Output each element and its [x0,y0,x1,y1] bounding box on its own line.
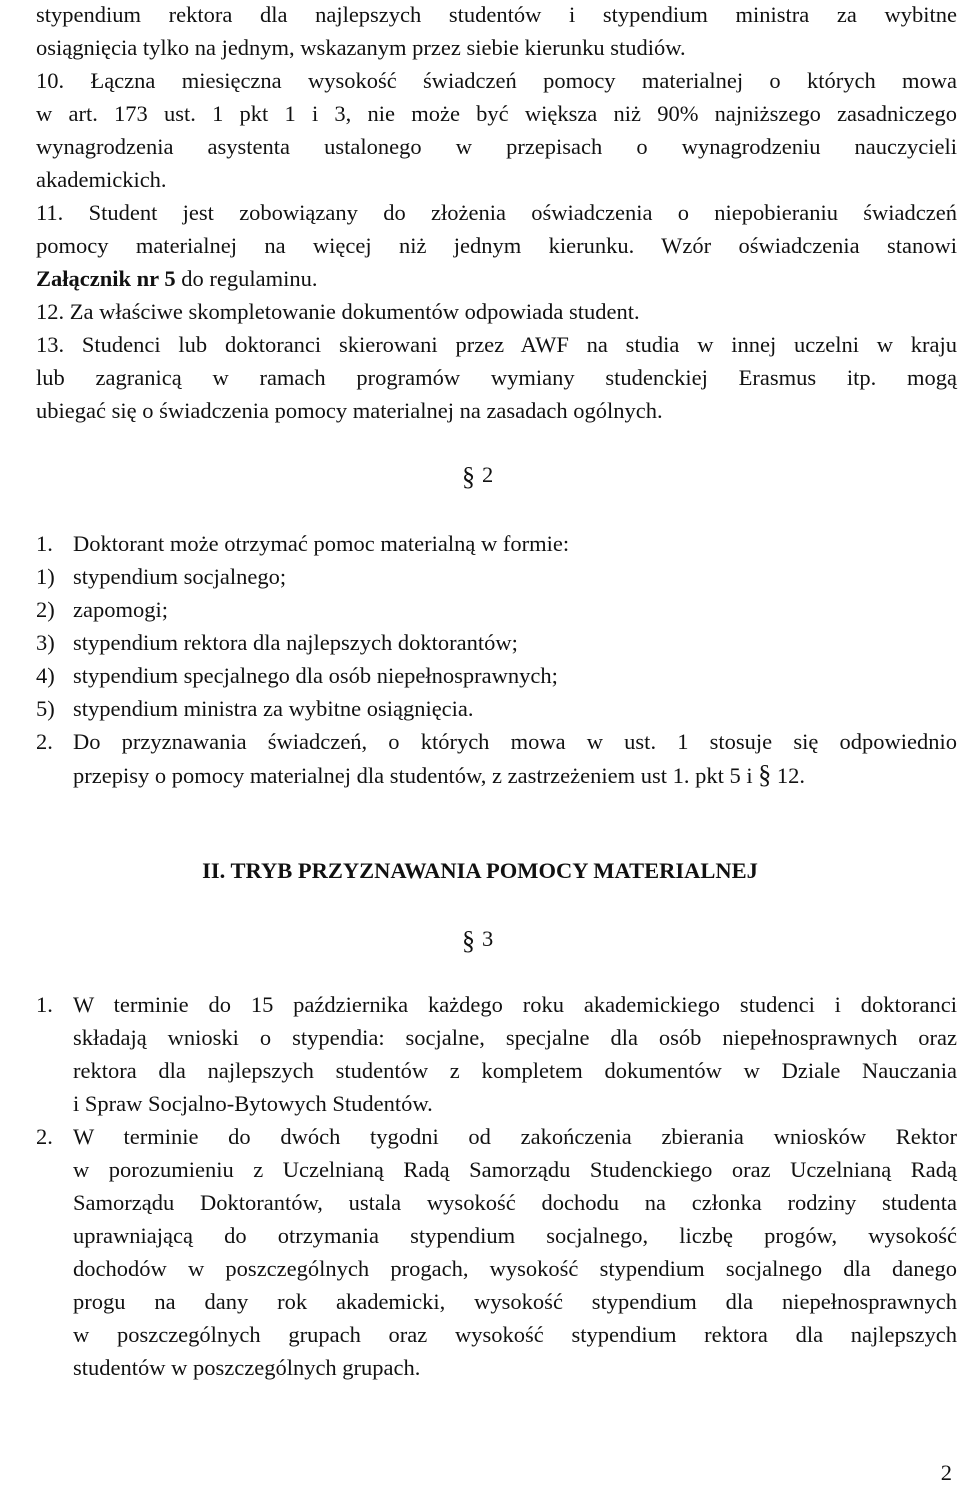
list-number: 5) [36,696,55,721]
item-text: przepisy o pomocy materialnej dla studentów, z zastrzeżeniem ust 1. pkt 5 i [73,763,759,788]
item-text-block [73,725,957,792]
item-13-first-line [36,328,957,361]
item-13-line: lub zagranicą w ramach programów wymiany studenckiej Erasmus itp. mogą [36,365,957,390]
item-10 [36,64,957,196]
chapter-heading: II. TRYB PRZYZNAWANIA POMOCY MATERIALNEJ [202,858,758,883]
list-number: 2) [36,597,55,622]
item-text: 12. [771,763,805,788]
section-3-marker [462,922,502,962]
list-item [36,593,957,626]
item-11-text: do regulaminu. [175,266,318,291]
list-text: stypendium ministra za wybitne osiągnięcia. [73,696,474,721]
item-12-text: Za właściwe skompletowanie dokumentów odpowiada student. [64,299,640,324]
item-line: uprawniającą do otrzymania stypendium socjalnego, liczbę progów, wysokość [73,1223,957,1248]
item-line: w porozumieniu z Uczelnianą Radą Samorządu Studenckiego oraz Uczelnianą Radą [73,1157,957,1182]
item-line: rektora dla najlepszych studentów z kompletem dokumentów w Dziale Nauczania [73,1058,957,1083]
item-row [36,527,957,560]
item-text-block [73,988,957,1120]
list-number: 3) [36,630,55,655]
list-text: stypendium rektora dla najlepszych doktorantów; [73,630,518,655]
section-3-item-2 [36,1120,957,1384]
item-11-text: Student jest zobowiązany do złożenia oświadczenia o niepobieraniu świadczeń [63,200,957,225]
item-10-line: akademickich. [36,167,167,192]
section-symbol: § [758,760,772,789]
intro-line: osiągnięcia tylko na jednym, wskazanym przez siebie kierunku studiów. [36,35,686,60]
item-number: 12. [36,299,65,324]
section-2-item-2 [36,725,957,792]
section-symbol: § [462,926,475,955]
item-line: w poszczególnych grupach oraz wysokość stypendium rektora dla najlepszych [73,1322,957,1347]
item-13-text: Studenci lub doktoranci skierowani przez AWF na studia w innej uczelni w kraju [64,332,957,357]
item-10-line: wynagrodzenia asystenta ustalonego w przepisach o wynagrodzeniu nauczycieli [36,134,957,159]
item-11-line [36,262,957,295]
item-number: 11. [36,200,64,225]
item-12-line [36,295,957,328]
item-line: W terminie do dwóch tygodni od zakończenia zbierania wniosków Rektor [73,1124,957,1149]
list-text: stypendium socjalnego; [73,564,287,589]
item-row [36,988,957,1120]
item-text-block [73,1120,957,1384]
item-line: i Spraw Socjalno-Bytowych Studentów. [73,1091,433,1116]
item-line: progu na dany rok akademicki, wysokość stypendium dla niepełnosprawnych [73,1289,957,1314]
item-line [73,758,957,792]
section-number: 2 [482,462,494,487]
item-line: składają wnioski o stypendia: socjalne, specjalne dla osób niepełnosprawnych oraz [73,1025,957,1050]
intro-line: stypendium rektora dla najlepszych studentów i stypendium ministra za wybitne [36,2,957,27]
item-10-first-line [36,64,957,97]
section-number: 3 [482,926,494,951]
item-row [36,725,957,792]
item-11 [36,196,957,295]
item-number: 1. [36,992,53,1017]
section-2-marker [462,458,502,498]
item-line: studentów w poszczególnych grupach. [73,1355,421,1380]
attachment-reference: Załącznik nr 5 [36,266,176,291]
list-item [36,659,957,692]
item-number: 10. [36,68,65,93]
item-number: 2. [36,729,53,754]
item-line: dochodów w poszczególnych progach, wysokość stypendium socjalnego dla danego [73,1256,957,1281]
item-13 [36,328,957,427]
item-10-text: Łączna miesięczna wysokość świadczeń pomocy materialnej o których mowa [64,68,957,93]
section-2-item-1 [36,527,957,725]
item-12 [36,295,957,328]
item-line: Do przyznawania świadczeń, o których mowa w ust. 1 stosuje się odpowiednio [73,729,957,754]
item-13-line: ubiegać się o świadczenia pomocy materialnej na zasadach ogólnych. [36,398,663,423]
list-text: stypendium specjalnego dla osób niepełnosprawnych; [73,663,558,688]
item-10-line: w art. 173 ust. 1 pkt 1 i 3, nie może być większa niż 90% najniższego zasadniczego [36,101,957,126]
item-line: W terminie do 15 października każdego roku akademickiego studenci i doktoranci [73,992,957,1017]
item-11-line: pomocy materialnej na więcej niż jednym kierunku. Wzór oświadczenia stanowi [36,233,957,258]
section-3-item-1 [36,988,957,1120]
list-item [36,560,957,593]
item-text: Doktorant może otrzymać pomoc materialną w formie: [73,531,570,556]
list-number: 1) [36,564,55,589]
list-number: 4) [36,663,55,688]
item-11-first-line [36,196,957,229]
intro-paragraph [36,0,957,64]
page-number: 2 [940,1460,952,1485]
section-symbol: § [462,462,475,491]
item-number: 2. [36,1124,53,1149]
item-number: 1. [36,531,53,556]
item-number: 13. [36,332,65,357]
item-row [36,1120,957,1384]
list-text: zapomogi; [73,597,168,622]
list-item [36,692,957,725]
item-line: Samorządu Doktorantów, ustala wysokość dochodu na członka rodziny studenta [73,1190,957,1215]
list-item [36,626,957,659]
